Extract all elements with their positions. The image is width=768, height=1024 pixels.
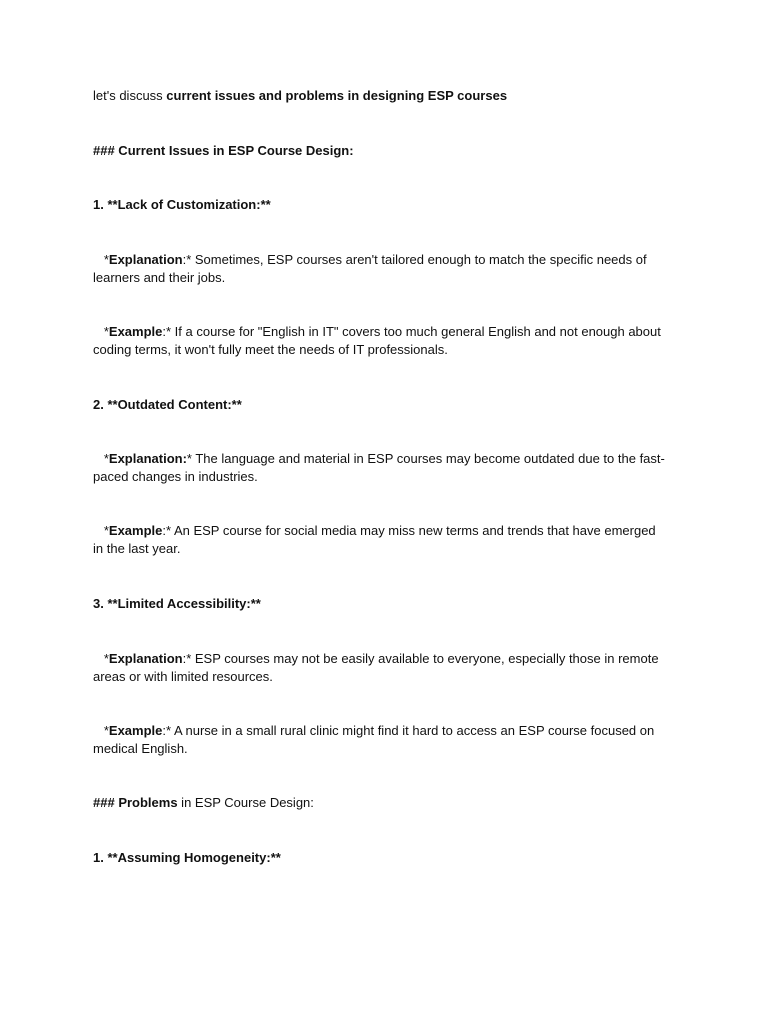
issue-2-title-text: 2. **Outdated Content:**: [93, 397, 242, 412]
issue-1-explanation: [93, 251, 668, 286]
issue-3-example-text: :* A nurse in a small rural clinic might find it hard to access an ESP course focused on medical English.: [93, 723, 655, 756]
issue-2-example-text: :* An ESP course for social media may miss new terms and trends that have emerged in the last year.: [93, 523, 656, 556]
problem-1-title: [93, 849, 668, 867]
issue-1-example-star: *: [103, 324, 109, 339]
intro-topic: current issues and problems in designing ESP courses: [166, 88, 508, 103]
issue-3-title: [93, 595, 668, 613]
issue-1-explanation-star: *: [103, 252, 109, 267]
section-heading-problems-prefix: ###: [93, 795, 119, 810]
issue-3-title-text: 3. **Limited Accessibility:**: [93, 596, 261, 611]
problem-1-title-text: 1. **Assuming Homogeneity:**: [93, 850, 281, 865]
issue-3-explanation-star: *: [103, 651, 109, 666]
issue-1-explanation-text: :* Sometimes, ESP courses aren't tailored enough to match the specific needs of learners and their jobs.: [93, 252, 647, 285]
issue-3-explanation-label: Explanation: [108, 651, 183, 666]
issue-3-example: [93, 722, 668, 757]
issue-2-explanation-star: *: [103, 451, 109, 466]
issue-2-explanation: [93, 450, 668, 485]
issue-2-example: [93, 522, 668, 557]
section-heading-current-issues-text: ### Current Issues in ESP Course Design:: [93, 143, 354, 158]
issue-1-explanation-label: Explanation: [108, 252, 183, 267]
section-heading-problems-suffix: in ESP Course Design:: [177, 795, 314, 810]
issue-2-example-star: *: [103, 523, 109, 538]
issue-3-explanation-text: :* ESP courses may not be easily available to everyone, especially those in remote areas or with limited resources.: [93, 651, 659, 684]
issue-1-title: [93, 196, 668, 214]
issue-1-title-text: 1. **Lack of Customization:**: [93, 197, 271, 212]
issue-2-example-label: Example: [108, 523, 163, 538]
issue-3-explanation: [93, 650, 668, 685]
issue-2-title: [93, 396, 668, 414]
section-heading-current-issues: [93, 142, 668, 160]
issue-3-example-label: Example: [108, 723, 163, 738]
issue-1-example-label: Example: [108, 324, 163, 339]
issue-2-explanation-text: * The language and material in ESP courses may become outdated due to the fast-paced changes in industries.: [93, 451, 665, 484]
issue-3-example-star: *: [103, 723, 109, 738]
issue-1-example: [93, 323, 668, 358]
issue-2-explanation-label: Explanation:: [108, 451, 187, 466]
section-heading-problems: [93, 794, 668, 812]
section-heading-problems-bold: Problems: [118, 795, 178, 810]
intro-prefix: let's discuss: [93, 88, 167, 103]
issue-1-example-text: :* If a course for "English in IT" covers too much general English and not enough about coding terms, it won't fully meet the needs of IT professionals.: [93, 324, 661, 357]
intro-line: [93, 87, 668, 105]
